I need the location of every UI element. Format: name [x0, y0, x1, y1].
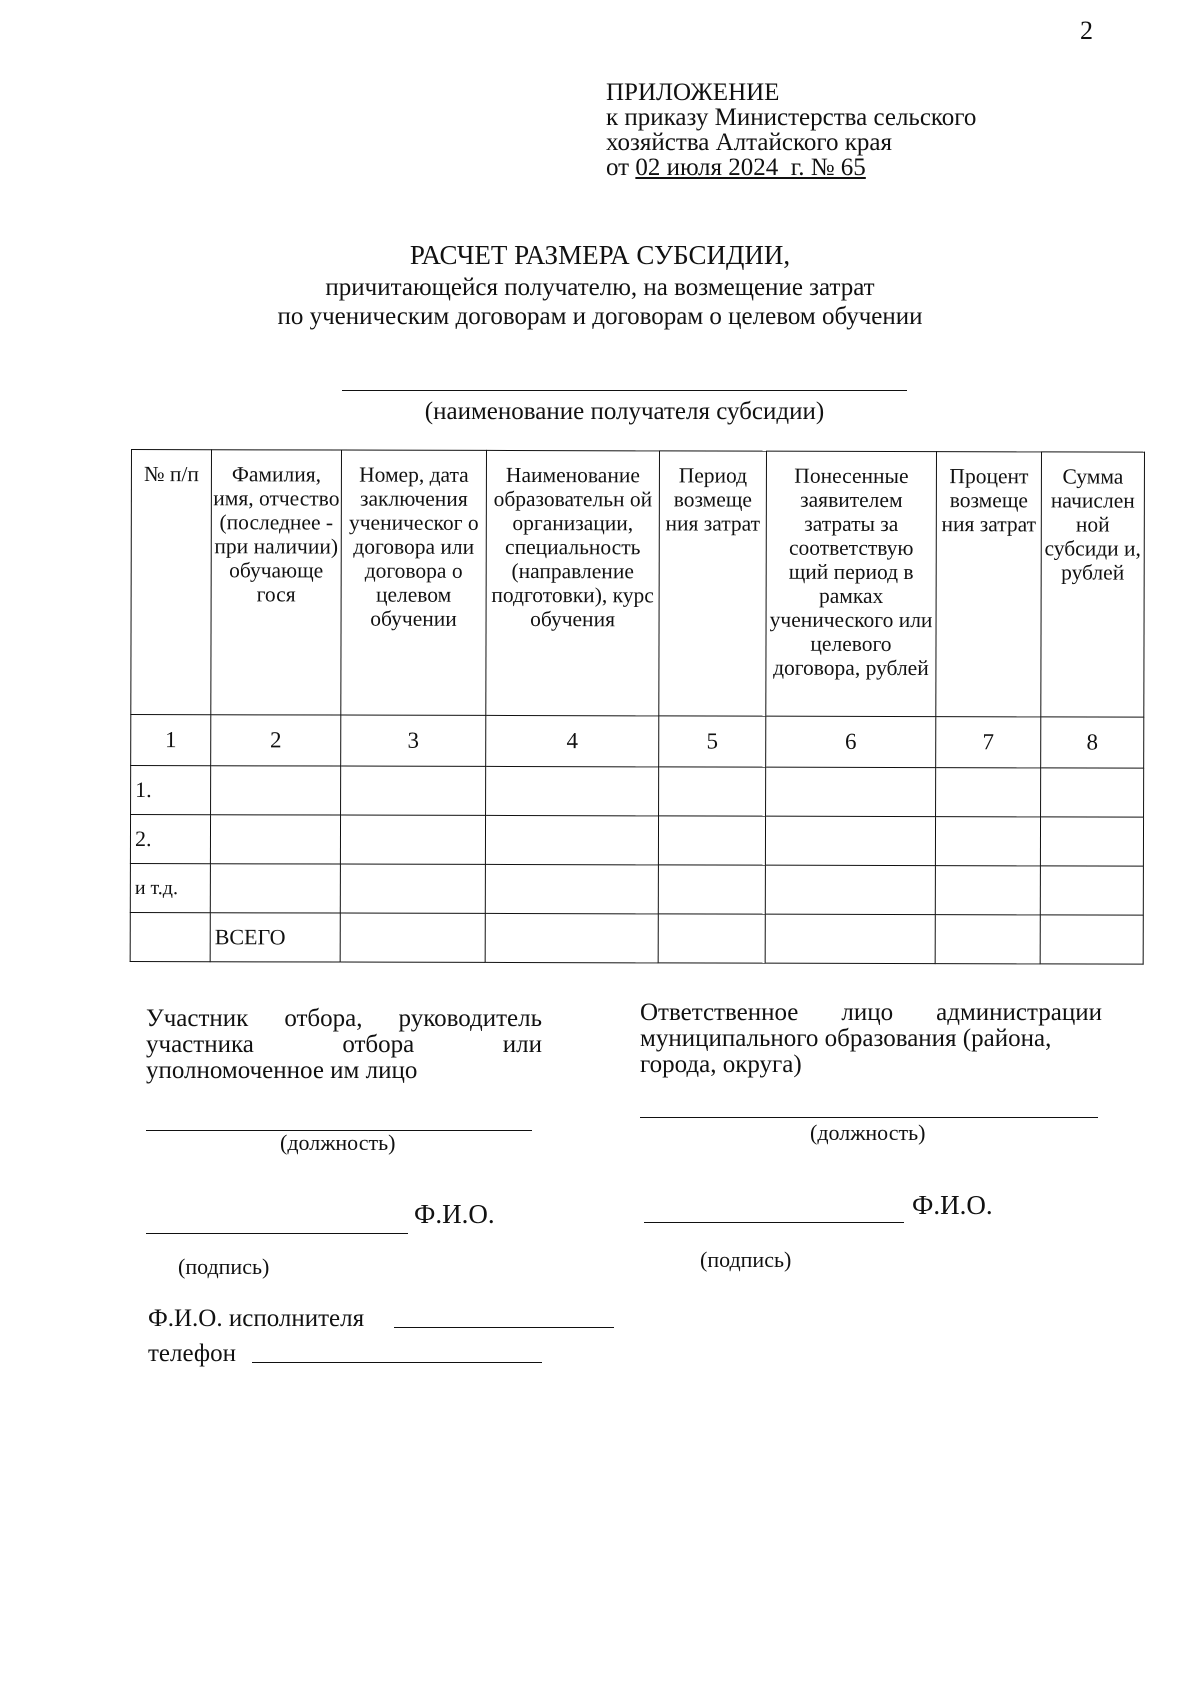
table-cell[interactable] — [1041, 768, 1144, 817]
municipal-signature-field[interactable] — [644, 1222, 904, 1223]
table-cell[interactable] — [935, 817, 1040, 866]
table-cell[interactable] — [765, 816, 935, 865]
table-header-row — [131, 450, 1145, 718]
table-cell[interactable] — [658, 865, 765, 914]
recipient-name-field[interactable] — [342, 390, 907, 391]
table-row — [131, 766, 1144, 818]
recipient-caption: (наименование получателя субсидии) — [424, 398, 825, 425]
executor-label: Ф.И.О. исполнителя — [148, 1305, 365, 1332]
table-cell[interactable] — [1040, 915, 1143, 964]
signature-caption: (подпись) — [178, 1254, 270, 1279]
row-label — [130, 912, 210, 961]
participant-signature-field[interactable] — [146, 1233, 408, 1234]
document-subtitle: по ученическим договорам и договорам о целевом обучении — [277, 303, 923, 330]
header-cell: № п/п — [131, 450, 212, 715]
table-cell[interactable] — [486, 766, 659, 815]
table-cell[interactable] — [340, 864, 485, 913]
table-cell[interactable] — [340, 913, 485, 962]
appendix-block — [606, 80, 1066, 180]
table-cell[interactable] — [936, 768, 1041, 817]
phone-label: телефон — [148, 1340, 236, 1367]
executor-name-field[interactable] — [394, 1327, 614, 1328]
column-number: 4 — [486, 715, 659, 766]
fio-label: Ф.И.О. — [414, 1199, 495, 1229]
table-cell[interactable] — [658, 816, 765, 865]
table-cell[interactable] — [765, 914, 935, 963]
header-cell: Сумма начислен ной субсиди и, рублей — [1041, 452, 1145, 717]
date-prefix: от — [606, 154, 636, 181]
header-cell: Процент возмеще ния затрат — [936, 452, 1042, 717]
table-cell[interactable] — [485, 913, 658, 962]
column-number: 5 — [659, 716, 766, 767]
table-cell[interactable] — [658, 914, 765, 963]
total-label: ВСЕГО — [210, 913, 340, 962]
municipal-signatory-label: Ответственное лицо администрации муниципального образования (района, города, округа) — [640, 999, 1102, 1078]
table-cell[interactable] — [765, 865, 935, 914]
column-number: 6 — [766, 716, 936, 767]
table-cell[interactable] — [485, 864, 658, 913]
header-cell: Номер, дата заключения ученическог о договора или договора о целевом обучении — [341, 450, 487, 715]
table-cell[interactable] — [935, 866, 1040, 915]
subsidy-table — [130, 449, 1145, 965]
table-cell[interactable] — [1040, 817, 1143, 866]
table-cell[interactable] — [1040, 866, 1143, 915]
appendix-heading: ПРИЛОЖЕНИЕ — [606, 79, 780, 106]
header-cell: Понесенные заявителем затраты за соответствую щий период в рамках ученического или целевого договора, рублей — [766, 451, 937, 716]
fio-label: Ф.И.О. — [912, 1190, 993, 1220]
table-cell[interactable] — [659, 767, 766, 816]
document-title: РАСЧЕТ РАЗМЕРА СУБСИДИИ, — [409, 240, 791, 270]
signature-caption: (подпись) — [700, 1247, 792, 1272]
table-cell[interactable] — [485, 815, 658, 864]
table-total-row — [130, 912, 1143, 964]
column-number: 3 — [341, 715, 486, 766]
row-label: 2. — [130, 815, 210, 864]
table-cell[interactable] — [210, 864, 340, 913]
table-cell[interactable] — [340, 815, 485, 864]
position-caption: (должность) — [810, 1120, 926, 1145]
municipal-position-field[interactable] — [640, 1117, 1098, 1118]
table-row — [130, 815, 1143, 867]
table-row — [130, 863, 1143, 915]
column-number-row — [131, 715, 1144, 769]
appendix-line: хозяйства Алтайского края — [606, 129, 892, 156]
table-cell[interactable] — [935, 915, 1040, 964]
order-date-number: 02 июля 2024 г. № 65 — [635, 154, 866, 181]
column-number: 7 — [936, 717, 1041, 768]
table-cell[interactable] — [341, 766, 486, 815]
appendix-date — [606, 155, 1066, 180]
table-cell[interactable] — [766, 767, 936, 816]
position-caption: (должность) — [280, 1130, 396, 1155]
table-cell[interactable] — [210, 815, 340, 864]
column-number: 2 — [211, 715, 341, 766]
header-cell: Наименование образовательн ой организации, специальность (направление подготовки), курс обучения — [486, 450, 660, 715]
appendix-line: к приказу Министерства сельского — [606, 104, 977, 131]
header-cell: Фамилия, имя, отчество (последнее - при наличии) обучающе гося — [211, 450, 342, 715]
column-number: 8 — [1041, 717, 1144, 768]
row-label: 1. — [131, 766, 211, 815]
document-subtitle: причитающейся получателю, на возмещение затрат — [325, 274, 875, 301]
header-cell: Период возмеще ния затрат — [659, 451, 767, 716]
page-number: 2 — [1080, 16, 1093, 45]
column-number: 1 — [131, 715, 211, 766]
row-label: и т.д. — [130, 863, 210, 912]
table-cell[interactable] — [211, 766, 341, 815]
phone-field[interactable] — [252, 1362, 542, 1363]
participant-signatory-label: Участник отбора, руководитель участника отбора или уполномоченное им лицо — [146, 1005, 542, 1084]
